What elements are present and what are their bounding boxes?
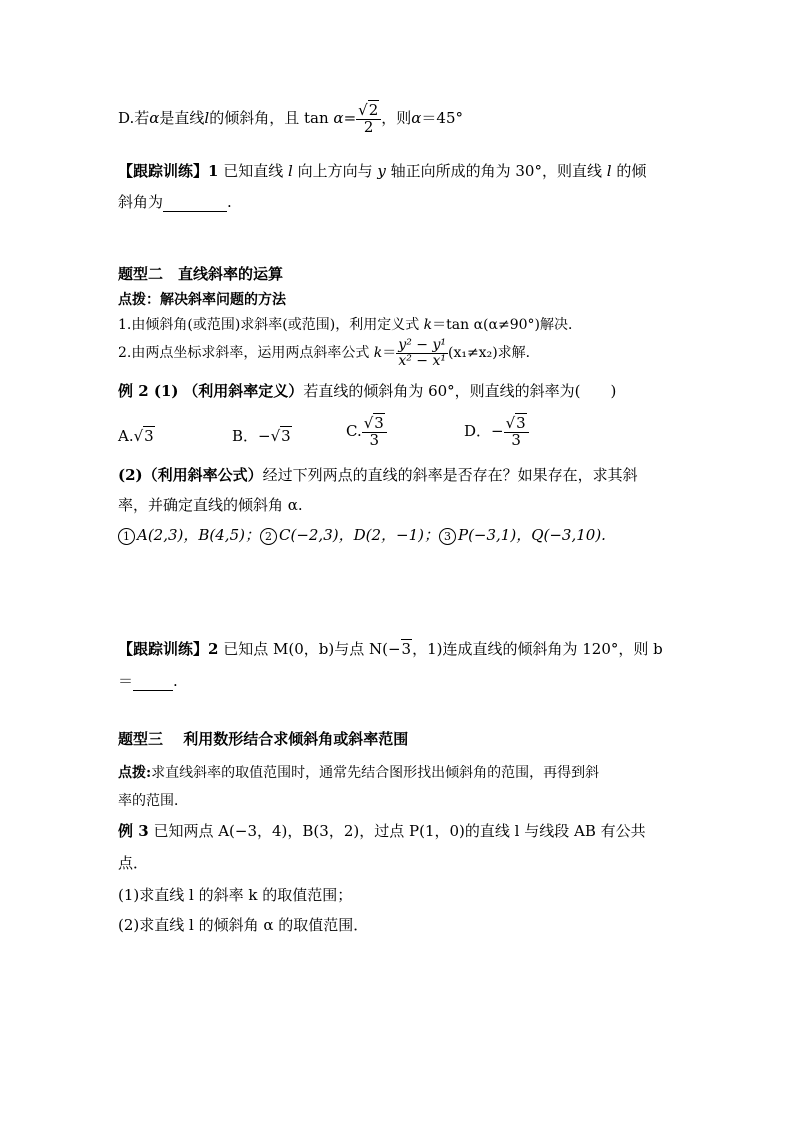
radicand: 3 xyxy=(401,640,412,658)
radicand: 3 xyxy=(281,427,291,445)
example-2-part2-line2 xyxy=(118,494,303,515)
text: 向上方向与 xyxy=(297,162,373,180)
circled-number: 2 xyxy=(260,528,277,545)
tracking-exercise-2 xyxy=(118,638,663,659)
denominator: 3 xyxy=(511,430,521,449)
text: ，1)连成直线的倾斜角为 120°，则 b xyxy=(412,640,663,658)
example-hint: （利用斜率定义） xyxy=(183,382,304,400)
text: ＝ xyxy=(118,672,134,690)
answer-blank[interactable] xyxy=(133,672,173,691)
example-label: 例 3 xyxy=(118,822,149,840)
text: 是直线 xyxy=(159,109,205,127)
option-d-label: D．− xyxy=(464,422,504,440)
tip-type3 xyxy=(118,762,599,782)
option-a: A.√3 xyxy=(118,427,154,445)
point-pair-1: A(2,3)，B(4,5)； xyxy=(137,526,260,544)
text: ＝45° xyxy=(421,109,463,127)
text: ，则 xyxy=(381,109,412,127)
section-title-type3: 题型三 利用数形结合求倾斜角或斜率范围 xyxy=(118,730,409,748)
circled-number: 3 xyxy=(439,528,456,545)
two-point-slope-fraction xyxy=(396,338,448,368)
numerator: y² − y¹ xyxy=(398,336,446,353)
option-d-label: D.若 xyxy=(118,109,150,127)
option-b: B．−√3 xyxy=(232,427,291,445)
tip-type3-line2: 率的范围． xyxy=(118,793,188,809)
point-pair-2: C(−2,3)，D(2，−1)； xyxy=(278,526,439,544)
tracking-exercise-2-line2 xyxy=(118,670,178,691)
text: 斜角为 xyxy=(118,193,164,211)
equals: = xyxy=(343,109,357,127)
alpha-symbol: α xyxy=(411,109,422,127)
text: 的倾 xyxy=(616,162,647,180)
radicand: 3 xyxy=(516,413,526,432)
denominator: 2 xyxy=(363,117,374,136)
tip-label: 点拨: xyxy=(118,765,152,781)
tip-label-type2: 点拨：解决斜率问题的方法 xyxy=(118,292,286,308)
point-pair-3: P(−3,1)，Q(−3,10). xyxy=(457,526,606,544)
text: 1.由倾斜角(或范围)求斜率(或范围)，利用定义式 xyxy=(118,317,420,333)
option-c xyxy=(346,406,387,456)
example-label: 例 2 (1) xyxy=(118,382,179,400)
text: 轴正向所成的角为 30°，则直线 xyxy=(390,162,602,180)
option-c-label: C. xyxy=(346,422,362,440)
tracking-tag: 【跟踪训练】2 xyxy=(118,640,219,658)
example-2-part2 xyxy=(118,464,638,485)
circled-number: 1 xyxy=(118,528,135,545)
tracking-tag: 【跟踪训练】1 xyxy=(118,162,219,180)
radicand: 2 xyxy=(368,100,379,119)
option-b-label: B．− xyxy=(232,427,271,445)
text: 已知两点 A(−3，4)，B(3，2)，过点 P(1，0)的直线 l 与线段 AB 有公共 xyxy=(153,822,646,840)
l-symbol: l xyxy=(204,109,210,127)
example-hint: （利用斜率公式） xyxy=(142,466,263,484)
tracking-exercise-1: 【跟踪训练】1 已知直线 l 向上方向与 y 轴正向所成的角为 30°，则直线 l 的倾 xyxy=(118,162,647,180)
part-label: (2) xyxy=(118,466,143,484)
denominator: x² − x¹ xyxy=(398,352,446,369)
text: 经过下列两点的直线的斜率是否存在？如果存在，求其斜 xyxy=(262,466,638,484)
alpha-symbol: α xyxy=(333,109,344,127)
tip-2: 2.由两点坐标求斜率，运用两点斜率公式 k＝ $\frac{\text{y² − y¹}}{\text{x² − x¹}}$ (x₁≠x₂)求解． xyxy=(118,336,540,369)
sqrt3-over-3: $\frac{√3}{3}$ xyxy=(362,416,387,449)
text: 求直线斜率的取值范围时，通常先结合图形找出倾斜角的范围，再得到斜 xyxy=(151,765,600,781)
option-d xyxy=(464,406,529,456)
text: ＝tan α(α≠90°)解决． xyxy=(432,317,582,333)
tracking-exercise-1-line2 xyxy=(118,191,232,212)
option-d-line xyxy=(118,98,463,138)
answer-blank[interactable] xyxy=(163,193,227,212)
sqrt2-over-2-fraction: $\frac{√2}{2}$ xyxy=(356,103,381,136)
point-pairs xyxy=(118,524,606,545)
radicand: 3 xyxy=(374,413,384,432)
radicand: 3 xyxy=(144,427,154,445)
text: 2.由两点坐标求斜率，运用两点斜率公式 xyxy=(118,345,370,361)
tip-1: 1.由倾斜角(或范围)求斜率(或范围)，利用定义式 k＝tan α(α≠90°)解决． xyxy=(118,317,582,333)
question-2: (2)求直线 l 的倾斜角 α 的取值范围． xyxy=(118,916,369,934)
section-title-type2: 题型二 直线斜率的运算 xyxy=(118,265,284,283)
example-2-part1 xyxy=(118,380,616,401)
denominator: 3 xyxy=(369,430,380,449)
example-3-line2: 点． xyxy=(118,854,149,872)
text: (x₁≠x₂)求解． xyxy=(447,345,540,361)
text: 的倾斜角，且 tan xyxy=(209,109,329,127)
alpha-symbol: α xyxy=(149,109,160,127)
text: . xyxy=(227,193,232,211)
text: 已知点 M(0，b)与点 N(− xyxy=(223,640,401,658)
text: 率，并确定直线的倾斜角 α. xyxy=(118,496,303,514)
text: 若直线的倾斜角为 60°，则直线的斜率为( ) xyxy=(303,382,617,400)
sqrt3-over-3: $\frac{√3}{3}$ xyxy=(504,416,529,449)
text: . xyxy=(173,672,178,690)
option-a-label: A. xyxy=(118,427,134,445)
text: 已知直线 xyxy=(223,162,284,180)
question-1: (1)求直线 l 的斜率 k 的取值范围； xyxy=(118,886,353,904)
example-3 xyxy=(118,820,646,841)
